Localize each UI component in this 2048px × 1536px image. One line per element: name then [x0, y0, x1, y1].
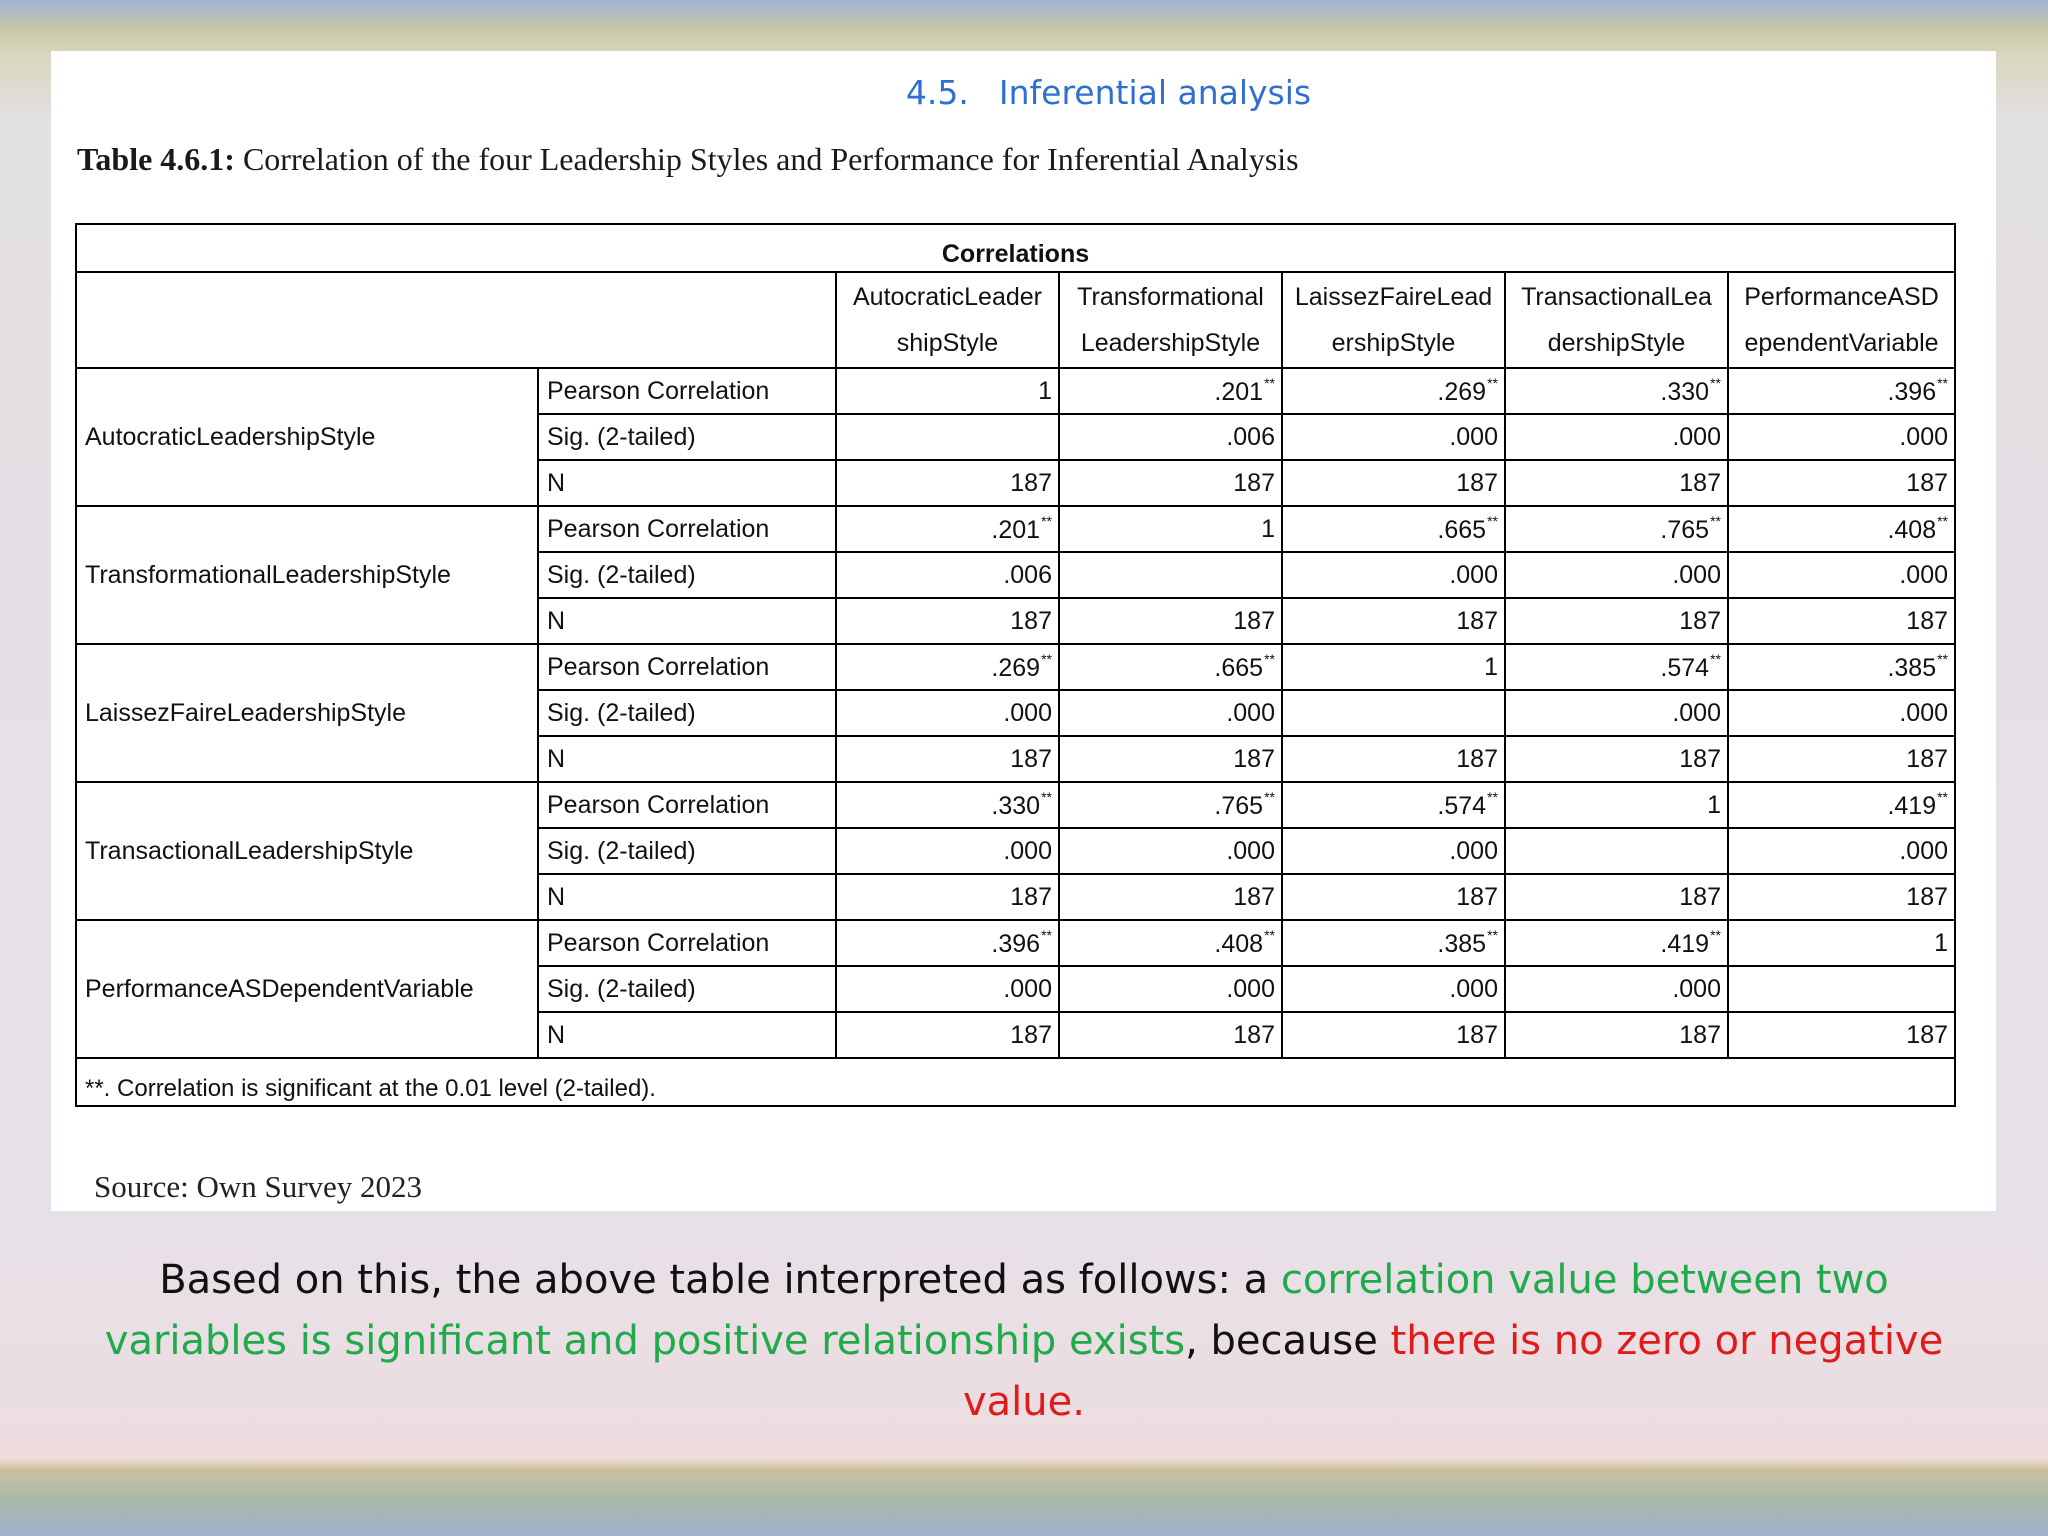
- table-cell: .006: [836, 552, 1059, 598]
- table-cell: .000: [1282, 552, 1505, 598]
- cell-value: .765: [1660, 516, 1710, 544]
- interpretation-highlight-green: correlation value between two variables is significant and positive relationship exists: [104, 1257, 1889, 1364]
- row-variable-name: TransformationalLeadershipStyle: [76, 506, 538, 644]
- table-cell: .000: [1059, 690, 1282, 736]
- cell-value: .396: [1887, 378, 1937, 406]
- table-cell: 187: [1282, 874, 1505, 920]
- cell-value: .201: [1214, 378, 1264, 406]
- stat-label: Pearson Correlation: [538, 920, 836, 966]
- table-cell: 187: [1059, 736, 1282, 782]
- stat-label: Sig. (2-tailed): [538, 414, 836, 460]
- stat-label: N: [538, 736, 836, 782]
- cell-value: .385: [1887, 654, 1937, 682]
- row-variable-name: LaissezFaireLeadershipStyle: [76, 644, 538, 782]
- significance-marker: **: [1487, 927, 1498, 943]
- significance-marker: **: [1264, 375, 1275, 391]
- table-cell: [1728, 920, 1955, 966]
- cell-value: 1: [1484, 652, 1498, 681]
- column-header-line: TransactionalLea: [1521, 283, 1712, 311]
- table-cell: 187: [1282, 736, 1505, 782]
- table-cell: 187: [1059, 1012, 1282, 1058]
- table-cell: 187: [1059, 598, 1282, 644]
- cell-value: .408: [1214, 930, 1264, 958]
- cell-value: 1: [1934, 928, 1949, 957]
- cell-value: .269: [1437, 378, 1487, 406]
- table-cell: .000: [1059, 966, 1282, 1012]
- cell-value: .408: [1887, 516, 1937, 544]
- interpretation-part-3: , because: [1185, 1318, 1391, 1364]
- significance-marker: **: [1487, 375, 1498, 391]
- table-cell: [1059, 506, 1282, 552]
- table-cell: .000: [1282, 966, 1505, 1012]
- stat-label: Sig. (2-tailed): [538, 828, 836, 874]
- stat-label: Sig. (2-tailed): [538, 690, 836, 736]
- column-header-line: dershipStyle: [1547, 329, 1686, 357]
- cell-value: .574: [1660, 654, 1710, 682]
- stat-label: Pearson Correlation: [538, 782, 836, 828]
- table-cell: [1059, 782, 1282, 828]
- table-cell: 187: [1728, 736, 1955, 782]
- table-cell: 187: [1728, 874, 1955, 920]
- table-cell: [1728, 644, 1955, 690]
- significance-marker: **: [1264, 651, 1275, 667]
- cell-value: .419: [1660, 930, 1710, 958]
- significance-marker: **: [1710, 375, 1721, 391]
- column-header: [1505, 272, 1728, 368]
- significance-marker: **: [1937, 789, 1949, 805]
- cell-value: .574: [1437, 792, 1487, 820]
- stat-label: Sig. (2-tailed): [538, 966, 836, 1012]
- table-cell: .000: [1505, 690, 1728, 736]
- significance-marker: **: [1264, 927, 1275, 943]
- column-header-line: LaissezFaireLead: [1294, 283, 1493, 311]
- table-cell: [836, 368, 1059, 414]
- table-cell: 187: [836, 460, 1059, 506]
- table-cell: [1505, 368, 1728, 414]
- interpretation-highlight-red: there is no zero or negative value.: [963, 1318, 1944, 1425]
- stat-label: N: [538, 460, 836, 506]
- table-cell: .000: [1505, 552, 1728, 598]
- table-cell: .000: [1505, 414, 1728, 460]
- stat-label: Pearson Correlation: [538, 368, 836, 414]
- table-cell: .000: [836, 966, 1059, 1012]
- cell-value: .330: [991, 792, 1041, 820]
- cell-value: .330: [1660, 378, 1710, 406]
- table-cell: [836, 414, 1059, 460]
- table-cell: [1059, 644, 1282, 690]
- column-header-line: Transformational: [1077, 283, 1264, 311]
- table-cell: 187: [1059, 460, 1282, 506]
- column-header: [1282, 272, 1505, 368]
- table-cell: [1282, 506, 1505, 552]
- table-cell: [1728, 782, 1955, 828]
- table-cell: [1282, 690, 1505, 736]
- column-header: [1059, 272, 1282, 368]
- column-header-line: PerformanceASD: [1744, 283, 1939, 311]
- cell-value: .269: [991, 654, 1041, 682]
- table-cell: .000: [1059, 828, 1282, 874]
- table-cell: .000: [1282, 828, 1505, 874]
- significance-marker: **: [1710, 513, 1721, 529]
- significance-marker: **: [1041, 651, 1052, 667]
- table-cell: 187: [1505, 1012, 1728, 1058]
- significance-marker: **: [1937, 513, 1949, 529]
- table-row: [76, 920, 1955, 966]
- table-cell: .000: [1282, 414, 1505, 460]
- table-cell: 187: [836, 874, 1059, 920]
- table-cell: 187: [1505, 460, 1728, 506]
- table-body: [76, 368, 1955, 1058]
- table-row: [76, 782, 1955, 828]
- significance-marker: **: [1710, 927, 1721, 943]
- significance-marker: **: [1264, 789, 1275, 805]
- cell-value: .419: [1887, 792, 1937, 820]
- cell-value: .201: [991, 516, 1041, 544]
- significance-marker: **: [1041, 513, 1052, 529]
- cell-value: .385: [1437, 930, 1487, 958]
- cell-value: .396: [991, 930, 1041, 958]
- row-variable-name: TransactionalLeadershipStyle: [76, 782, 538, 920]
- significance-marker: **: [1487, 513, 1498, 529]
- table-cell: [1505, 782, 1728, 828]
- table-cell: [1505, 644, 1728, 690]
- stat-label: N: [538, 598, 836, 644]
- table-cell: .000: [1728, 690, 1955, 736]
- significance-marker: **: [1710, 651, 1721, 667]
- table-cell: .006: [1059, 414, 1282, 460]
- stat-label: N: [538, 874, 836, 920]
- table-caption-text: Correlation of the four Leadership Styles and Performance for Inferential Analysis: [234, 141, 1299, 177]
- section-number: 4.5.: [905, 73, 969, 112]
- stat-label: Sig. (2-tailed): [538, 552, 836, 598]
- header-blank: [76, 272, 836, 368]
- table-cell: [1505, 828, 1728, 874]
- table-cell: [836, 920, 1059, 966]
- row-variable-name: PerformanceASDependentVariable: [76, 920, 538, 1058]
- row-variable-name: AutocraticLeadershipStyle: [76, 368, 538, 506]
- table-cell: 187: [1505, 598, 1728, 644]
- document-page: [51, 51, 1996, 1211]
- table-cell: 187: [1505, 736, 1728, 782]
- table-cell: 187: [1728, 1012, 1955, 1058]
- correlations-table: [75, 223, 1956, 1107]
- table-cell: .000: [1505, 966, 1728, 1012]
- column-header-line: ependentVariable: [1744, 329, 1939, 357]
- table-cell: 187: [836, 598, 1059, 644]
- cell-value: 1: [1038, 376, 1052, 405]
- table-cell: [1728, 368, 1955, 414]
- stat-label: Pearson Correlation: [538, 644, 836, 690]
- table-cell: .000: [1728, 414, 1955, 460]
- table-cell: 187: [1282, 460, 1505, 506]
- table-cell: [836, 506, 1059, 552]
- table-cell: .000: [1728, 552, 1955, 598]
- table-caption: [77, 141, 1299, 178]
- table-cell: [1059, 920, 1282, 966]
- table-row: [76, 368, 1955, 414]
- table-caption-label: Table 4.6.1:: [77, 141, 235, 177]
- table-cell: [1282, 920, 1505, 966]
- table-cell: [836, 782, 1059, 828]
- significance-marker: **: [1487, 789, 1498, 805]
- table-cell: [1505, 506, 1728, 552]
- table-title: Correlations: [76, 224, 1955, 272]
- cell-value: .765: [1214, 792, 1264, 820]
- interpretation-text: [70, 1250, 1978, 1433]
- table-cell: 187: [1282, 1012, 1505, 1058]
- interpretation-part-1: Based on this, the above table interpreted as follows: a: [159, 1257, 1281, 1303]
- table-cell: [1282, 644, 1505, 690]
- section-heading: [51, 73, 1996, 112]
- section-title: Inferential analysis: [998, 73, 1312, 112]
- cell-value: 1: [1261, 514, 1275, 543]
- column-header-line: LeadershipStyle: [1080, 329, 1261, 357]
- table-cell: .000: [836, 690, 1059, 736]
- table-cell: 187: [1728, 598, 1955, 644]
- table-cell: .000: [1728, 828, 1955, 874]
- table-row: [76, 506, 1955, 552]
- stat-label: N: [538, 1012, 836, 1058]
- table-cell: .000: [836, 828, 1059, 874]
- table-cell: [836, 644, 1059, 690]
- significance-marker: **: [1041, 789, 1052, 805]
- table-cell: [1282, 368, 1505, 414]
- column-header: [1728, 272, 1955, 368]
- table-cell: 187: [1728, 460, 1955, 506]
- table-row: [76, 644, 1955, 690]
- cell-value: .665: [1437, 516, 1487, 544]
- column-header: [836, 272, 1059, 368]
- significance-marker: **: [1041, 927, 1052, 943]
- cell-value: .665: [1214, 654, 1264, 682]
- source-note: Source: Own Survey 2023: [94, 1169, 423, 1204]
- table-cell: [1728, 966, 1955, 1012]
- cell-value: 1: [1707, 790, 1721, 819]
- table-cell: [1059, 368, 1282, 414]
- table-cell: [1282, 782, 1505, 828]
- column-header-line: ershipStyle: [1331, 329, 1456, 357]
- significance-marker: **: [1937, 375, 1949, 391]
- column-header-line: AutocraticLeader: [852, 283, 1042, 311]
- table-cell: 187: [1505, 874, 1728, 920]
- table-cell: 187: [1282, 598, 1505, 644]
- table-cell: [1505, 920, 1728, 966]
- stat-label: Pearson Correlation: [538, 506, 836, 552]
- table-cell: 187: [836, 736, 1059, 782]
- significance-marker: **: [1937, 651, 1949, 667]
- table-footnote: **. Correlation is significant at the 0.01 level (2-tailed).: [76, 1058, 1955, 1106]
- column-header-line: shipStyle: [896, 329, 999, 357]
- table-cell: 187: [1059, 874, 1282, 920]
- table-cell: [1728, 506, 1955, 552]
- table-header-row: [76, 272, 1955, 368]
- table-cell: [1059, 552, 1282, 598]
- table-cell: 187: [836, 1012, 1059, 1058]
